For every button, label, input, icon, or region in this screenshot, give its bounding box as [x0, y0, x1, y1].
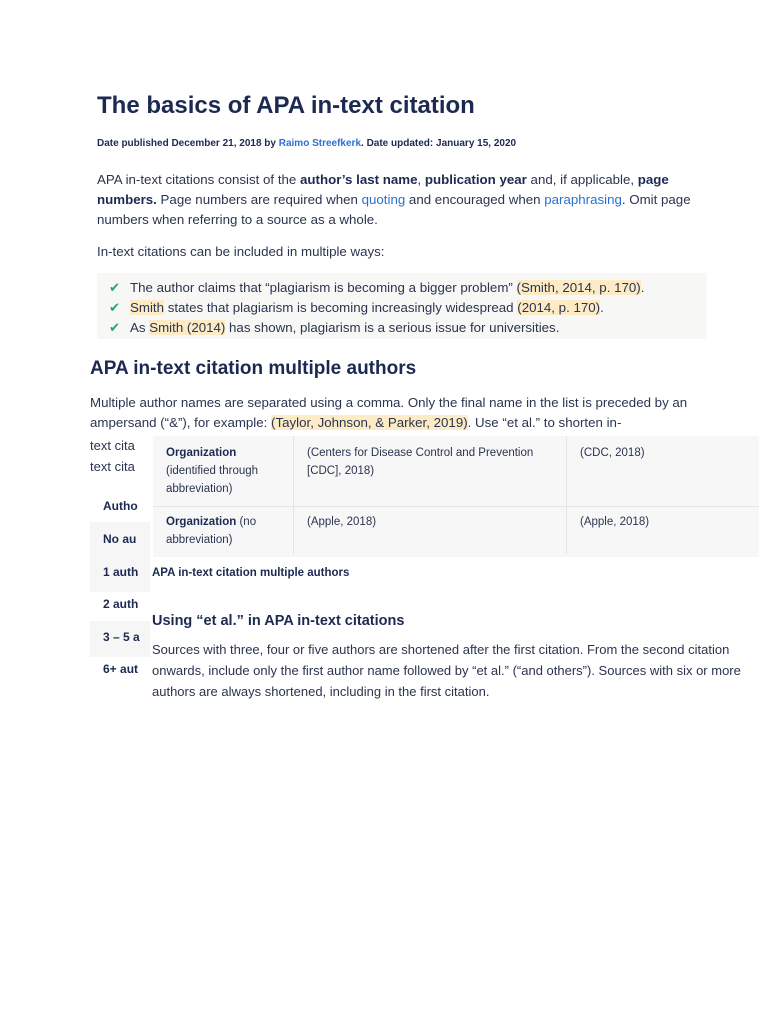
check-icon: ✔: [109, 300, 121, 315]
behind-table-cell: 2 auth: [103, 597, 139, 611]
behind-table-cell: 6+ aut: [103, 662, 139, 676]
table-cell: [166, 444, 286, 498]
intro-text: and encouraged when: [405, 192, 545, 207]
table-caption: APA in-text citation multiple authors: [152, 567, 350, 579]
example-text: .: [640, 280, 645, 295]
example-text: The author claims that “plagiarism is becoming a bigger problem”: [130, 280, 517, 295]
list-item: [109, 318, 707, 338]
table-cell: (CDC, 2018): [580, 447, 645, 459]
author-type: Organization: [166, 447, 237, 459]
table-cell: [166, 513, 286, 549]
intro-text: and, if applicable,: [526, 172, 638, 187]
table-divider: [566, 436, 567, 554]
intro-text: APA in-text citations consist of the: [97, 172, 300, 187]
table-divider: [293, 436, 294, 554]
citation-highlight: Smith (2014): [149, 320, 226, 335]
check-icon: ✔: [109, 280, 121, 295]
example-text: has shown, plagiarism is a serious issue for universities.: [225, 320, 560, 335]
behind-text-fragment: text cita: [90, 438, 135, 453]
list-item: [109, 278, 707, 298]
example-text: .: [600, 300, 604, 315]
updated-date: . Date updated: January 15, 2020: [361, 138, 517, 149]
ways-intro: In-text citations can be included in multiple ways:: [97, 244, 385, 259]
citation-highlight: (2014, p. 170): [517, 300, 601, 315]
example-text: As: [130, 320, 150, 335]
behind-table-cell: 3 – 5 a: [103, 630, 140, 644]
author-link[interactable]: Raimo Streefkerk: [278, 138, 362, 149]
intro-paragraph: [97, 170, 717, 230]
page-title: The basics of APA in-text citation: [97, 92, 475, 119]
behind-table-cell: 1 auth: [103, 565, 139, 579]
et-al-paragraph: Sources with three, four or five authors are shortened after the first citation. From the second citation onwards, include only the first author name followed by “et al.” (“and others”). Sources with six or more authors are always shortened, including in the first citation.: [152, 642, 741, 699]
behind-table-cell: No au: [103, 532, 137, 546]
section-heading: APA in-text citation multiple authors: [90, 358, 417, 379]
table-cell: (Centers for Disease Control and Prevention [CDC], 2018): [307, 447, 534, 477]
multi-text: Multiple author names are separated using a comma. Only the final name in the list is preceded by an ampersand (“&”), for example:: [90, 395, 688, 430]
table-cell: (Apple, 2018): [307, 516, 377, 528]
author-type: Organization: [166, 516, 237, 528]
behind-text-fragment: text cita: [90, 459, 135, 474]
examples-list: [97, 273, 707, 338]
check-icon: ✔: [109, 320, 121, 335]
intro-bold-pages: page numbers.: [97, 172, 669, 207]
quoting-link[interactable]: quoting: [361, 192, 406, 207]
intro-text: . Omit page numbers when referring to a source as a whole.: [97, 192, 691, 227]
author-type-note: (identified through abbreviation): [166, 465, 259, 495]
citation-highlight: (Smith, 2014, p. 170): [516, 280, 641, 295]
citation-table: [153, 436, 759, 557]
intro-bold-author: author’s last name: [300, 172, 418, 187]
paraphrasing-link[interactable]: paraphrasing: [544, 192, 622, 207]
citation-highlight: Smith: [130, 300, 164, 315]
citation-highlight: (Taylor, Johnson, & Parker, 2019): [271, 415, 468, 430]
examples-box: [97, 273, 707, 339]
intro-bold-year: publication year: [424, 172, 527, 187]
table-cell: (Apple, 2018): [580, 516, 650, 528]
intro-text: Page numbers are required when: [156, 192, 362, 207]
list-item: [109, 298, 707, 318]
et-al-heading: Using “et al.” in APA in-text citations: [152, 613, 405, 629]
intro-text: ,: [417, 172, 425, 187]
multi-authors-paragraph: [90, 393, 710, 433]
article-meta: [97, 138, 516, 149]
example-text: states that plagiarism is becoming increasingly widespread: [164, 300, 518, 315]
behind-table-header: Autho: [103, 499, 138, 513]
overlay-panel: [150, 436, 760, 726]
multi-text: . Use “et al.” to shorten in-: [467, 415, 622, 430]
published-date: Date published December 21, 2018 by: [97, 138, 279, 149]
author-type-note: (no abbreviation): [166, 516, 257, 546]
table-divider: [153, 506, 759, 507]
